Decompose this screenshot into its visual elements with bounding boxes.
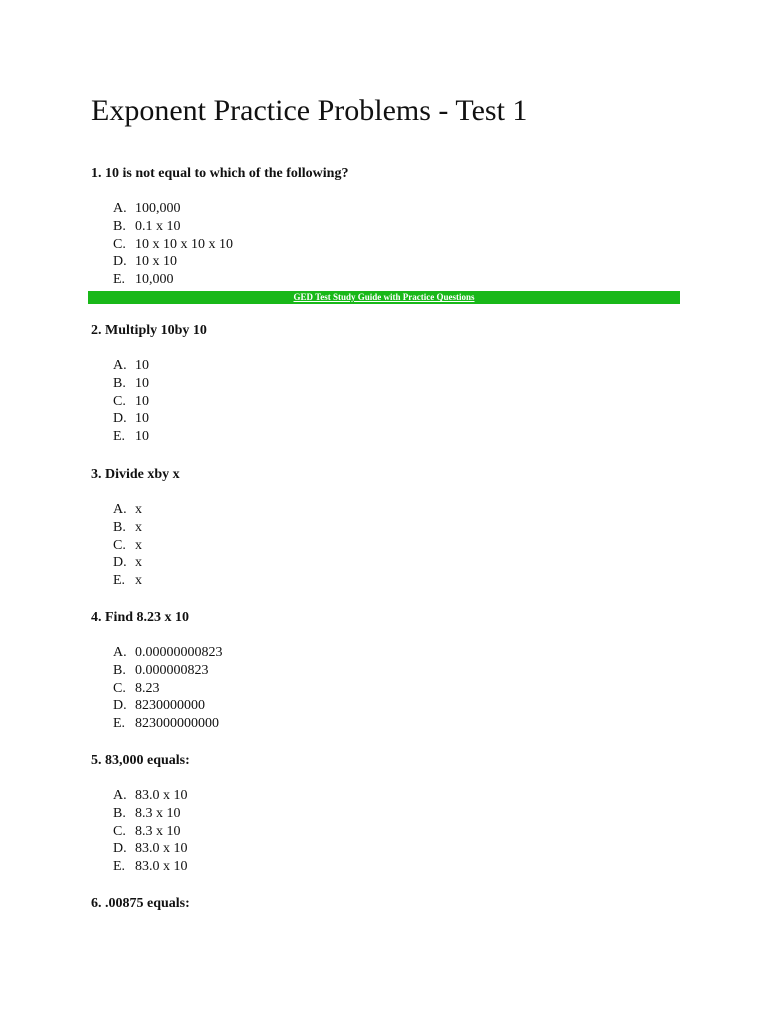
option-text	[135, 410, 149, 428]
text-run: x	[135, 502, 142, 517]
text-run: by x	[154, 467, 180, 482]
question-4-options	[113, 644, 223, 733]
question-3-options	[113, 501, 142, 590]
answer-option	[113, 537, 142, 555]
answer-option	[113, 823, 188, 841]
answer-option	[113, 428, 149, 446]
question-2-text	[91, 322, 207, 340]
option-text	[135, 572, 142, 590]
option-text	[135, 357, 149, 375]
question-number: 2.	[91, 323, 102, 338]
text-run: 10	[135, 393, 149, 409]
option-text	[135, 501, 142, 519]
answer-option	[113, 253, 233, 271]
answer-option	[113, 858, 188, 876]
question-number: 6.	[91, 896, 102, 911]
text-run: 83.0 x 10	[135, 788, 188, 803]
question-5-options	[113, 787, 188, 876]
question-number: 4.	[91, 610, 102, 625]
answer-option	[113, 644, 223, 662]
option-text	[135, 840, 188, 858]
text-run: x	[135, 573, 142, 589]
option-letter: E.	[113, 859, 126, 875]
text-run: Find 8.23 x 10	[101, 610, 190, 625]
answer-option	[113, 715, 223, 733]
option-text	[135, 554, 142, 572]
question-2-options	[113, 357, 149, 446]
answer-option	[113, 271, 233, 289]
answer-option	[113, 805, 188, 823]
text-run: 83.0 x 10	[135, 841, 188, 857]
option-text	[135, 644, 223, 662]
question-number: 3.	[91, 467, 102, 482]
option-letter: D.	[113, 411, 127, 427]
answer-option	[113, 357, 149, 375]
option-letter: A.	[113, 502, 127, 517]
question-number: 5.	[91, 753, 102, 768]
text-run: 8.23	[135, 680, 160, 696]
option-letter: A.	[113, 358, 127, 373]
option-letter: E.	[113, 272, 126, 288]
text-run: 10 x 10 x 10 x 10	[135, 236, 233, 252]
option-letter: D.	[113, 698, 127, 714]
option-text	[135, 218, 181, 236]
answer-option	[113, 840, 188, 858]
question-6-text	[91, 895, 190, 913]
option-text	[135, 393, 149, 411]
answer-option	[113, 680, 223, 698]
text-run: x 10	[149, 254, 177, 270]
option-letter: C.	[113, 393, 126, 409]
answer-option	[113, 375, 149, 393]
text-run: 10	[135, 358, 149, 373]
option-text	[135, 236, 233, 254]
option-letter: B.	[113, 805, 126, 821]
option-letter: B.	[113, 375, 126, 391]
text-run: x	[135, 555, 142, 571]
answer-option	[113, 501, 142, 519]
option-letter: D.	[113, 841, 127, 857]
text-run: 10	[135, 375, 149, 391]
text-run: x	[135, 519, 142, 535]
answer-option	[113, 787, 188, 805]
answer-option	[113, 697, 223, 715]
text-run: .00875 equals:	[101, 896, 190, 911]
option-text	[135, 537, 142, 555]
text-run: 8.3 x 10	[135, 823, 181, 839]
option-letter: D.	[113, 555, 127, 571]
text-run: 10	[135, 429, 149, 445]
option-text	[135, 715, 219, 733]
option-letter: E.	[113, 716, 126, 732]
answer-option	[113, 236, 233, 254]
option-text	[135, 858, 188, 876]
text-run: 823000000000	[135, 716, 219, 732]
text-run: 0.1 x 10	[135, 218, 181, 234]
text-run: Multiply 10	[101, 323, 175, 338]
text-run: 83.0 x 10	[135, 859, 188, 875]
option-letter: C.	[113, 823, 126, 839]
answer-option	[113, 393, 149, 411]
option-letter: C.	[113, 537, 126, 553]
option-text	[135, 200, 181, 218]
answer-option	[113, 662, 223, 680]
text-run: 8.3 x 10	[135, 805, 181, 821]
option-letter: E.	[113, 429, 126, 445]
text-run: is not equal to which of the following?	[119, 166, 349, 181]
option-text	[135, 428, 149, 446]
text-run: by 10	[174, 323, 207, 338]
option-letter: C.	[113, 236, 126, 252]
question-1-text	[91, 165, 348, 183]
text-run: 8230000000	[135, 698, 205, 714]
option-letter: B.	[113, 519, 126, 535]
answer-option	[113, 554, 142, 572]
page-title: Exponent Practice Problems - Test 1	[91, 94, 528, 127]
text-run: 83,000 equals:	[101, 753, 190, 768]
text-run: x	[135, 537, 142, 553]
option-text	[135, 823, 181, 841]
question-4-text	[91, 609, 189, 627]
question-1-options	[113, 200, 233, 289]
answer-option	[113, 200, 233, 218]
option-text	[135, 805, 181, 823]
option-text	[135, 253, 177, 271]
text-run: 10,000	[135, 272, 174, 288]
text-run: 100,000	[135, 201, 181, 216]
option-letter: A.	[113, 645, 127, 660]
text-run: 10	[101, 166, 119, 181]
answer-option	[113, 410, 149, 428]
option-text	[135, 271, 174, 289]
question-5-text	[91, 752, 190, 770]
option-text	[135, 787, 188, 805]
answer-option	[113, 519, 142, 537]
answer-option	[113, 572, 142, 590]
question-3-text	[91, 466, 180, 484]
option-text	[135, 519, 142, 537]
option-letter: D.	[113, 254, 127, 270]
question-number: 1.	[91, 166, 102, 181]
option-text	[135, 680, 160, 698]
study-guide-link[interactable]: GED Test Study Guide with Practice Questions	[293, 292, 475, 302]
text-run: 10	[135, 254, 149, 270]
option-text	[135, 662, 209, 680]
option-letter: A.	[113, 201, 127, 216]
option-letter: B.	[113, 218, 126, 234]
option-letter: B.	[113, 662, 126, 678]
option-letter: E.	[113, 573, 126, 589]
option-letter: C.	[113, 680, 126, 696]
text-run: 0.00000000823	[135, 645, 223, 660]
text-run: 10	[135, 411, 149, 427]
option-letter: A.	[113, 788, 127, 803]
study-guide-banner	[88, 291, 680, 304]
answer-option	[113, 218, 233, 236]
option-text	[135, 375, 149, 393]
option-text	[135, 697, 205, 715]
text-run: 0.000000823	[135, 662, 209, 678]
text-run: Divide x	[101, 467, 155, 482]
